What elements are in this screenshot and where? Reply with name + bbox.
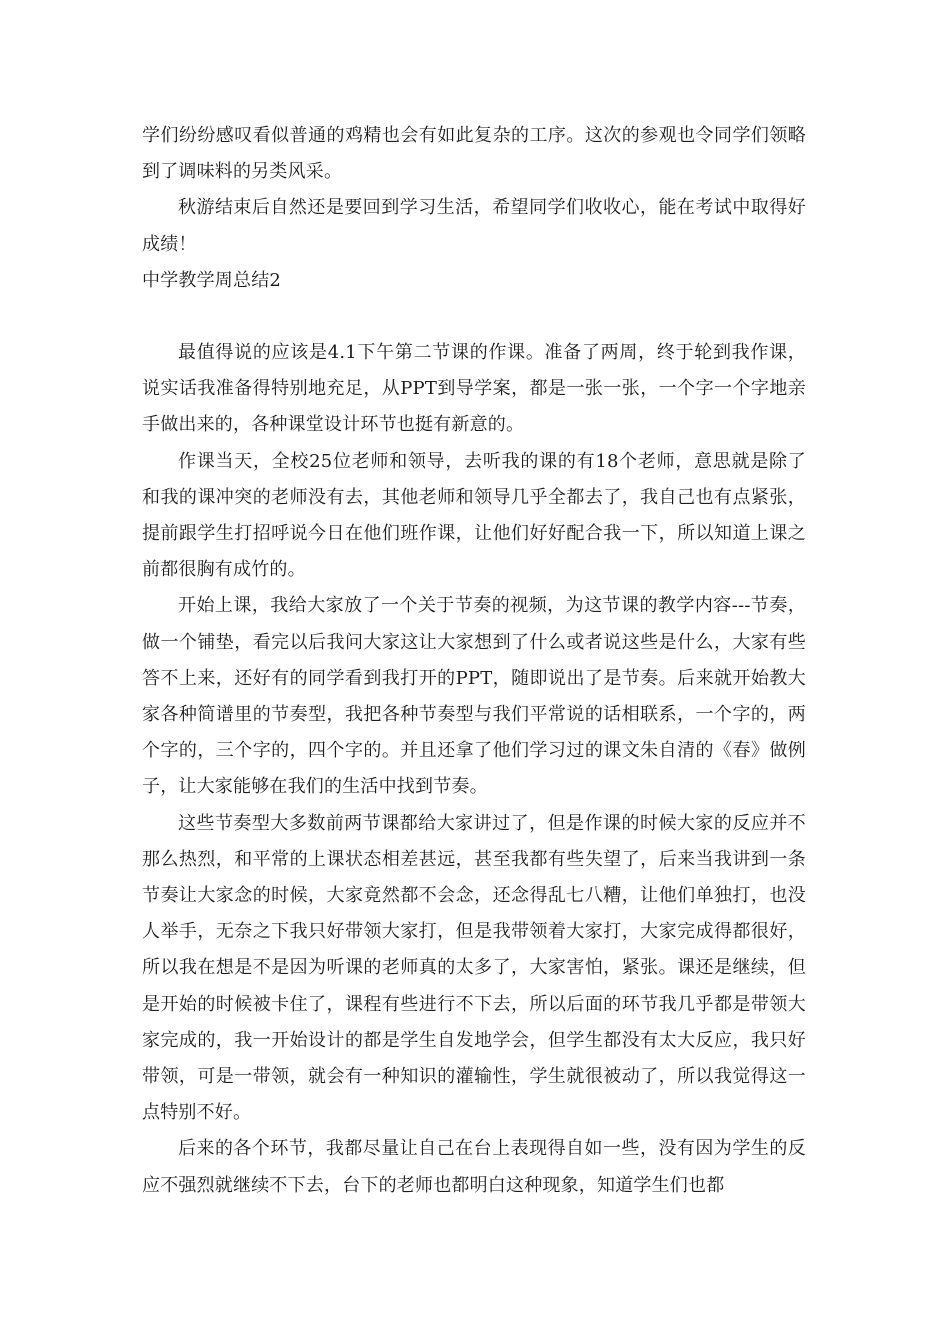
paragraph-autumn-end: 秋游结束后自然还是要回到学习生活，希望同学们收收心，能在考试中取得好成绩！ <box>142 197 806 255</box>
paragraph-5: 后来的各个环节，我都尽量让自己在台上表现得自如一些，没有因为学生的反应不强烈就继续不下去，台下的老师也都明白这种现象，知道学生们也都 <box>142 1138 806 1196</box>
paragraph-1: 最值得说的应该是4.1下午第二节课的作课。准备了两周，终于轮到我作课，说实话我准备得特别地充足，从PPT到导学案，都是一张一张，一个字一个字地亲手做出来的，各种课堂设计环节也挺有新意的。 <box>142 342 806 436</box>
section-title: 中学教学周总结2 <box>142 269 282 291</box>
paragraph-2: 作课当天，全校25位老师和领导，去听我的课的有18个老师，意思就是除了和我的课冲突的老师没有去，其他老师和领导几乎全都去了，我自己也有点紧张，提前跟学生打招呼说今日在他们班作课，让他们好好配合我一下，所以知道上课之前都很胸有成竹的。 <box>142 450 806 581</box>
paragraph-3: 开始上课，我给大家放了一个关于节奏的视频，为这节课的教学内容---节奏，做一个铺垫，看完以后我问大家这让大家想到了什么或者说这些是什么，大家有些答不上来，还好有的同学看到我打开的PPT，随即说出了是节奏。后来就开始教大家各种简谱里的节奏型，我把各种节奏型与我们平常说的话相联系，一个字的，两个字的，三个字的，四个字的。并且还拿了他们学习过的课文朱自清的《春》做例子，让大家能够在我们的生活中找到节奏。 <box>142 595 806 798</box>
document-page <box>142 118 806 1204</box>
paragraph-continuation: 学们纷纷感叹看似普通的鸡精也会有如此复杂的工序。这次的参观也令同学们领略到了调味料的另类风采。 <box>142 125 806 183</box>
paragraph-4: 这些节奏型大多数前两节课都给大家讲过了，但是作课的时候大家的反应并不那么热烈，和平常的上课状态相差甚远，甚至我都有些失望了，后来当我讲到一条节奏让大家念的时候，大家竟然都不会念，还念得乱七八糟，让他们单独打，也没人举手，无奈之下我只好带领大家打，但是我带领着大家打，大家完成得都很好，所以我在想是不是因为听课的老师真的太多了，大家害怕，紧张。课还是继续，但是开始的时候被卡住了，课程有些进行不下去，所以后面的环节我几乎都是带领大家完成的，我一开始设计的都是学生自发地学会，但学生都没有太大反应，我只好带领，可是一带领，就会有一种知识的灌输性，学生就很被动了，所以我觉得这一点特别不好。 <box>142 812 806 1124</box>
blank-line <box>142 299 806 335</box>
